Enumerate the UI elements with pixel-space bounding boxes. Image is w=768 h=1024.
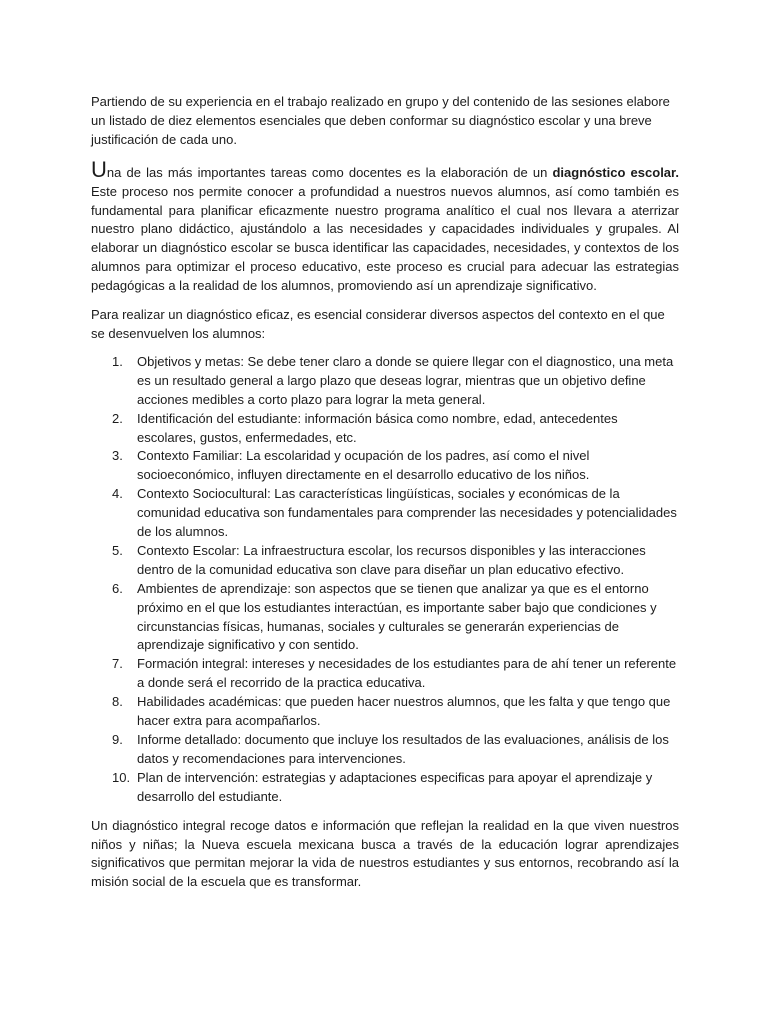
list-item <box>91 580 679 656</box>
list-item <box>91 655 679 693</box>
list-item-number: 10. <box>112 769 131 785</box>
list-item-text: Formación integral: intereses y necesidades de los estudiantes para de ahí tener un referente a donde será el recorrido de la practica educativa. <box>137 656 677 691</box>
list-item-number: 4. <box>112 486 123 502</box>
list-item <box>91 542 679 580</box>
list-item <box>91 353 679 410</box>
list-item <box>91 485 679 542</box>
list-item <box>91 769 679 807</box>
list-item-text: Identificación del estudiante: información básica como nombre, edad, antecedentes escolares, gustos, enfermedades, etc. <box>137 410 618 445</box>
list-item-number: 1. <box>112 353 123 369</box>
context-intro-paragraph: Para realizar un diagnóstico eficaz, es esencial considerar diversos aspectos del contexto en el que se desenvuelven los alumnos: <box>91 307 665 341</box>
list-item-text: Informe detallado: documento que incluye los resultados de las evaluaciones, análisis de los datos y recomendaciones para intervenciones. <box>137 732 669 766</box>
list-item-text: Ambientes de aprendizaje: son aspectos que se tienen que analizar ya que es el entorno próximo en el que los estudiantes interactúan, es importante saber bajo que condiciones y circunstancias físicas, humanas, sociales y culturales se generarán experiencias de aprendizaje significativo y con sentido. <box>137 580 657 653</box>
list-item-number: 3. <box>112 448 123 464</box>
list-item-number: 8. <box>112 694 123 710</box>
list-item-text: Contexto Sociocultural: Las características lingüísticas, sociales y económicas de la comunidad educativa son fundamentales para comprender las necesidades y potencialidades de los alumnos. <box>137 486 677 540</box>
intro-text-start: na de las más importantes tareas como docentes es la elaboración de un <box>106 164 553 180</box>
closing-paragraph: Un diagnóstico integral recoge datos e información que reflejan la realidad en la que viven nuestros niños y niñas; la Nueva escuela mexicana busca a través de la educación lograr aprendizajes significativos que permitan mejorar la vida de nuestros estudiantes y sus entornos, recobrando así la misión social de la escuela que es transformar. <box>91 817 679 890</box>
list-item <box>91 693 679 731</box>
list-item-text: Plan de intervención: estrategias y adaptaciones especificas para apoyar el aprendizaje y desarrollo del estudiante. <box>137 769 653 804</box>
list-item <box>91 410 679 448</box>
elements-list <box>91 353 679 807</box>
assignment-prompt: Partiendo de su experiencia en el trabajo realizado en grupo y del contenido de las sesiones elabore un listado de diez elementos esenciales que deben conformar su diagnóstico escolar y una breve justificación de cada uno. <box>91 94 670 147</box>
intro-bold-term: diagnóstico escolar. <box>552 164 679 180</box>
list-item-number: 5. <box>112 542 123 558</box>
list-item-text: Contexto Familiar: La escolaridad y ocupación de los padres, así como el nivel socioeconómico, influyen directamente en el desarrollo educativo de los niños. <box>137 448 590 483</box>
list-item-text: Objetivos y metas: Se debe tener claro a donde se quiere llegar con el diagnostico, una meta es un resultado general a largo plazo que deseas lograr, mientras que un objetivo define acciones medibles a corto plazo para lograr la meta general. <box>137 353 674 407</box>
list-item-text: Contexto Escolar: La infraestructura escolar, los recursos disponibles y las interacciones dentro de la comunidad educativa son clave para diseñar un plan educativo efectivo. <box>137 542 646 577</box>
intro-dropcap: U <box>91 156 107 182</box>
list-item-number: 6. <box>112 580 123 596</box>
intro-text-rest: Este proceso nos permite conocer a profundidad a nuestros nuevos alumnos, así como también es fundamental para planificar eficazmente nuestro programa analítico el cual nos llevara a aterrizar nuestro plano didáctico, ajustándolo a las necesidades y capacidades individuales y grupales. Al elaborar un diagnóstico escolar se busca identificar las capacidades, necesidades, y contextos de los alumnos para optimizar el proceso educativo, este proceso es crucial para adecuar las estrategias pedagógicas a la realidad de los alumnos, promoviendo así un aprendizaje significativo. <box>91 183 679 294</box>
document-page <box>91 93 679 892</box>
list-item-number: 9. <box>112 732 123 747</box>
list-item-text: Habilidades académicas: que pueden hacer nuestros alumnos, que les falta y que tengo que hacer extra para acompañarlos. <box>137 694 671 729</box>
list-item-number: 7. <box>112 656 123 672</box>
intro-paragraph <box>91 156 679 296</box>
list-item-number: 2. <box>112 410 123 426</box>
list-item <box>91 731 679 769</box>
list-item <box>91 447 679 485</box>
